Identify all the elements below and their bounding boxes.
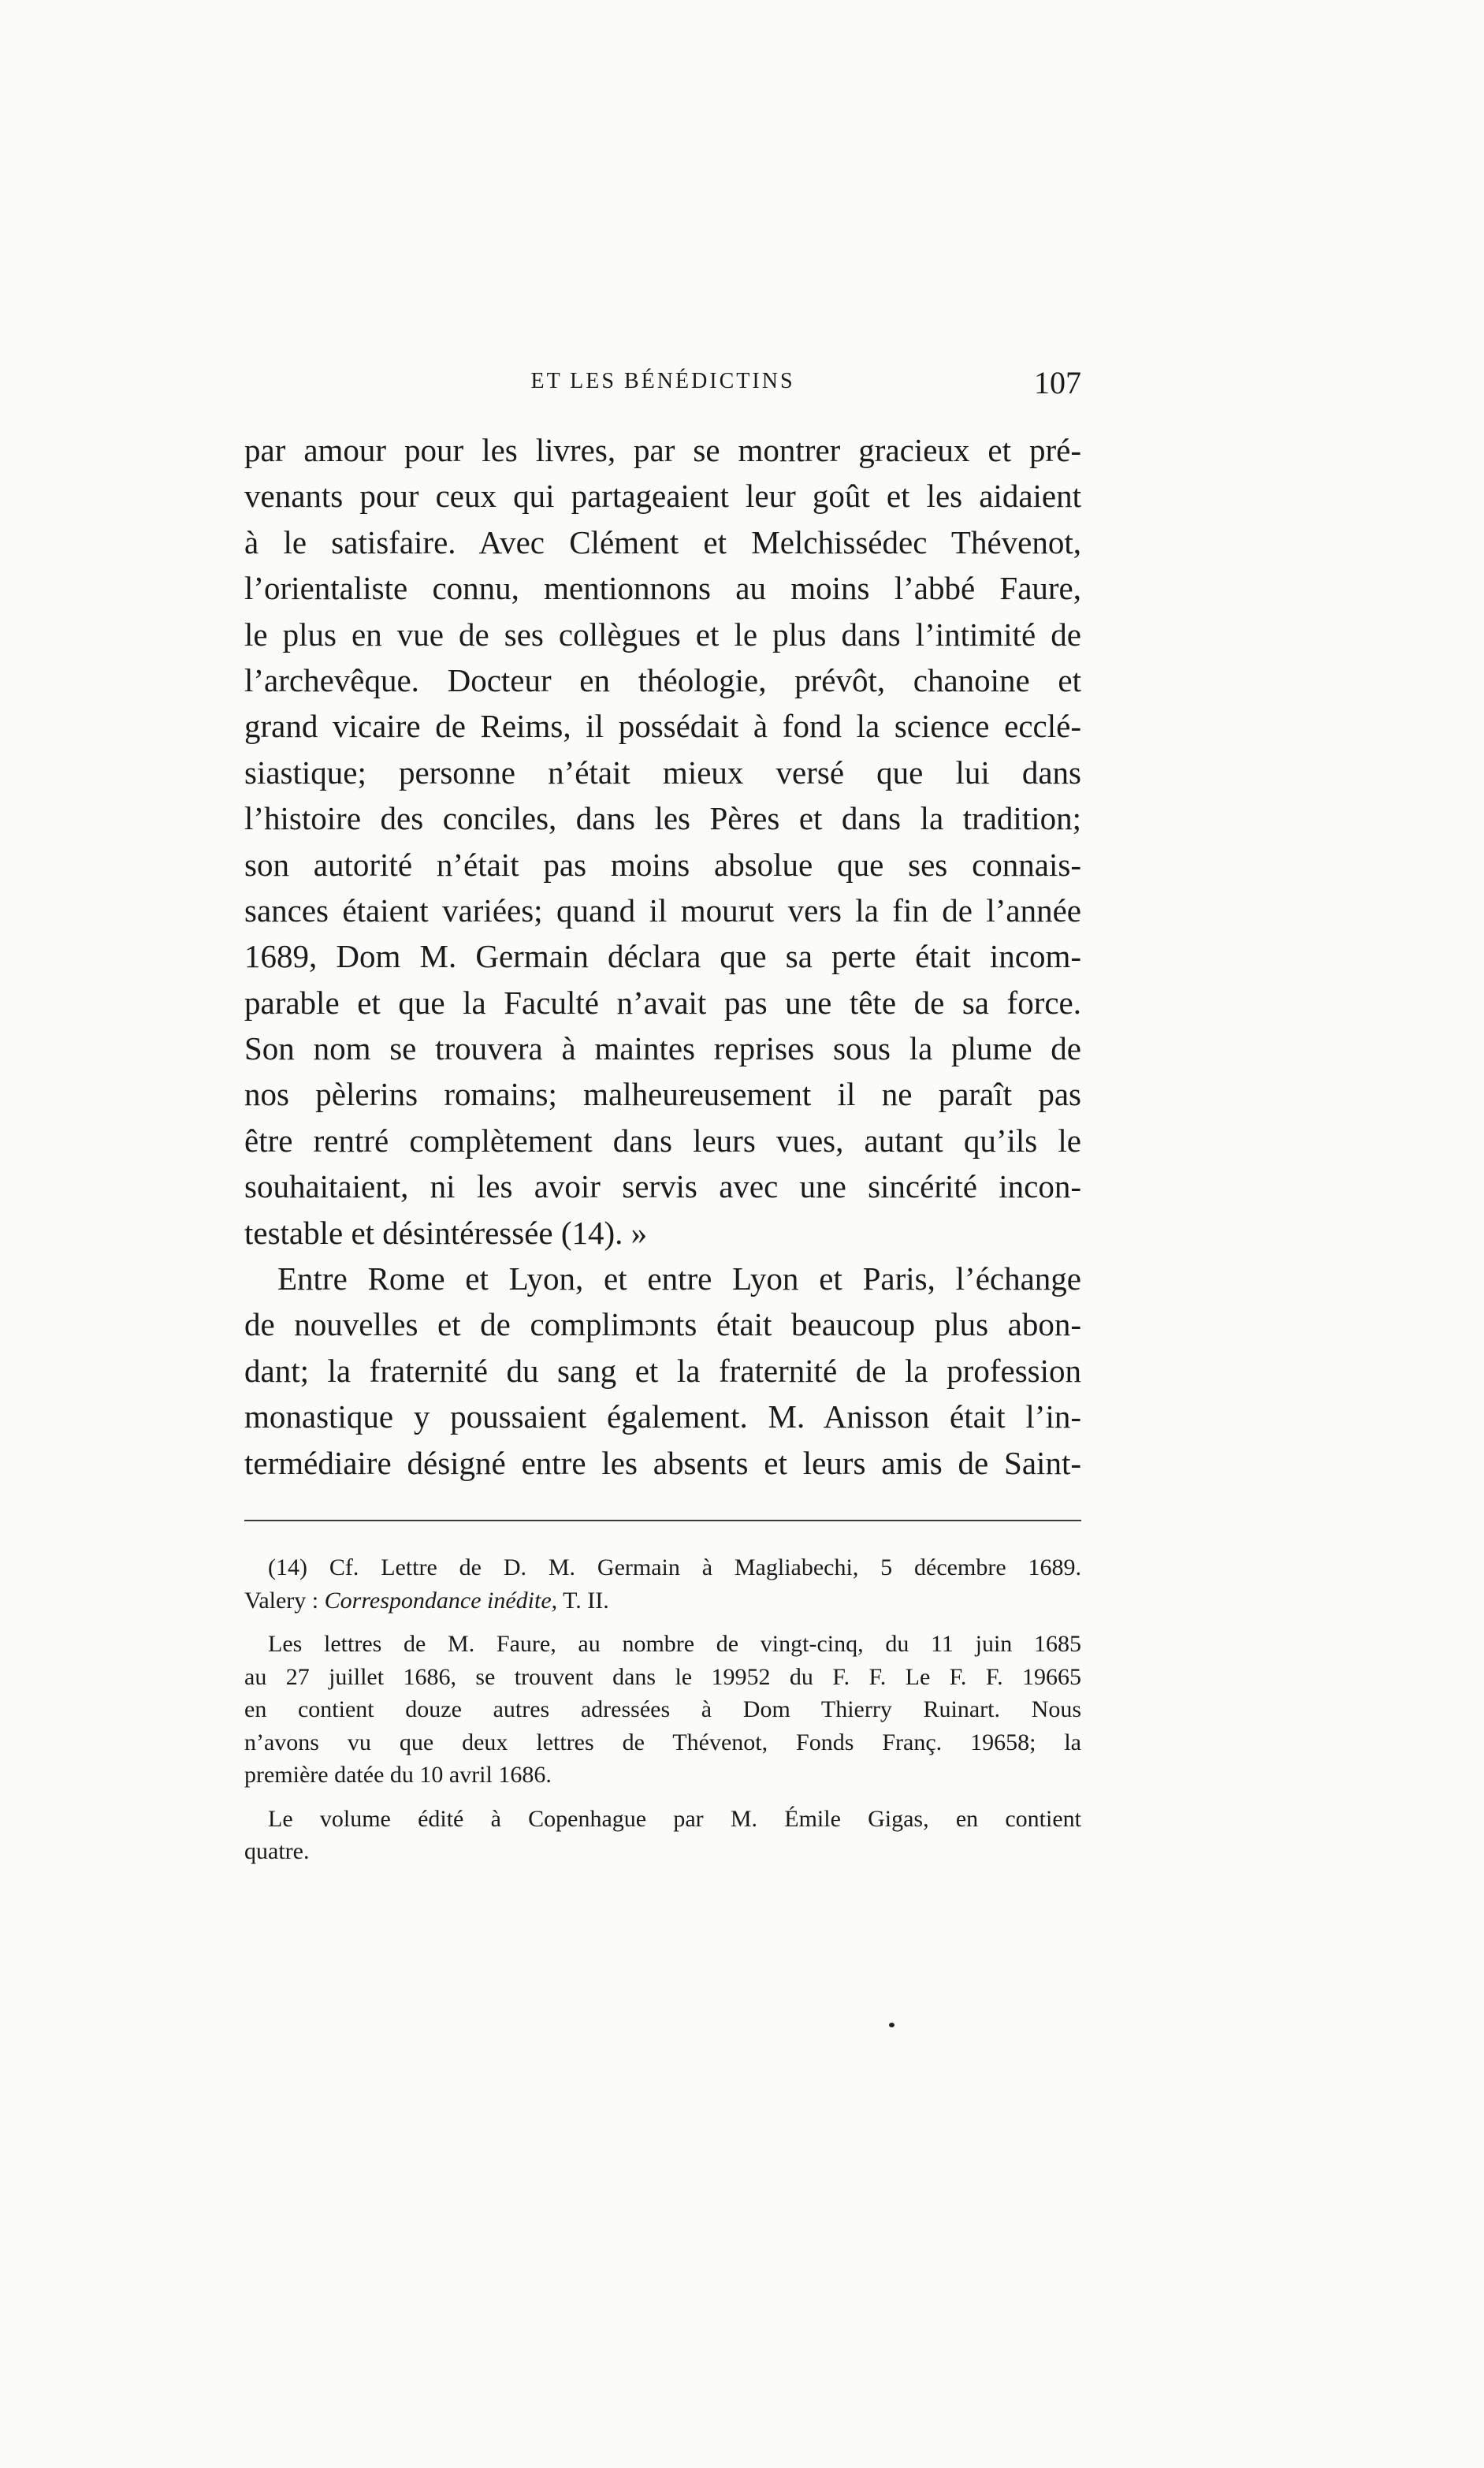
body-line: venants pour ceux qui partageaient leur goût et les aidaient — [244, 478, 1081, 515]
body-line: de nouvelles et de complimɔnts était beaucoup plus abon- — [244, 1306, 1081, 1343]
footnote-14 — [244, 1551, 1081, 1617]
body-line: parable et que la Faculté n’avait pas une tête de sa force. — [244, 984, 1081, 1021]
running-title: ET LES BÉNÉDICTINS — [530, 369, 795, 393]
body-text — [244, 427, 1081, 1486]
ink-speck — [889, 2023, 894, 2027]
footnote-line: quatre. — [244, 1838, 310, 1864]
body-line: grand vicaire de Reims, il possédait à fond la science ecclé- — [244, 708, 1081, 745]
footnote-line: n’avons vu que deux lettres de Thévenot, Fonds Franç. 19658; la — [244, 1729, 1081, 1755]
body-line: l’archevêque. Docteur en théologie, prévôt, chanoine et — [244, 661, 1081, 698]
book-page — [244, 0, 1081, 2468]
body-line: 1689, Dom M. Germain déclara que sa perte était incom- — [244, 938, 1081, 975]
body-line: le plus en vue de ses collègues et le plus dans l’intimité de — [244, 616, 1081, 653]
footnote-rule — [244, 1520, 1081, 1521]
page-number: 107 — [1034, 365, 1081, 400]
body-line: l’orientaliste connu, mentionnons au moins l’abbé Faure, — [244, 570, 1081, 607]
footnote-italic-title: Correspondance inédite — [324, 1587, 552, 1614]
footnote-paragraph — [244, 1628, 1081, 1792]
footnote-line: Les lettres de M. Faure, au nombre de vingt-cinq, du 11 juin 1685 — [268, 1631, 1081, 1657]
body-line: souhaitaient, ni les avoir servis avec une sincérité incon- — [244, 1168, 1081, 1205]
footnote-line: au 27 juillet 1686, se trouvent dans le 19952 du F. F. Le F. F. 19665 — [244, 1663, 1081, 1690]
footnote-paragraph — [244, 1803, 1081, 1868]
body-line: siastique; personne n’était mieux versé que lui dans — [244, 754, 1081, 791]
body-line: l’histoire des conciles, dans les Pères et dans la tradition; — [244, 800, 1081, 837]
body-line: par amour pour les livres, par se montrer gracieux et pré- — [244, 432, 1081, 468]
body-line: Son nom se trouvera à maintes reprises sous la plume de — [244, 1030, 1081, 1067]
footnote-line — [244, 1584, 1081, 1617]
body-line: monastique y poussaient également. M. Anisson était l’in- — [244, 1398, 1081, 1435]
body-line: nos pèlerins romains; malheureusement il ne paraît pas — [244, 1076, 1081, 1113]
footnote-text: Valery : — [244, 1587, 325, 1614]
body-line: son autorité n’était pas moins absolue que ses connais- — [244, 846, 1081, 883]
body-line: dant; la fraternité du sang et la fraternité de la profession — [244, 1352, 1081, 1389]
footnotes — [244, 1551, 1081, 1879]
footnote-line: (14) Cf. Lettre de D. M. Germain à Magliabechi, 5 décembre 1689. — [268, 1554, 1081, 1580]
footnote-line: première datée du 10 avril 1686. — [244, 1762, 552, 1788]
body-line: Entre Rome et Lyon, et entre Lyon et Paris, l’échange — [277, 1260, 1081, 1297]
footnote-line: Le volume édité à Copenhague par M. Émile Gigas, en contient — [268, 1805, 1081, 1832]
body-line: testable et désintéressée (14). » — [244, 1214, 648, 1251]
body-line: être rentré complètement dans leurs vues, autant qu’ils le — [244, 1122, 1081, 1159]
body-line: sances étaient variées; quand il mourut vers la fin de l’année — [244, 892, 1081, 929]
footnote-line: en contient douze autres adressées à Dom Thierry Ruinart. Nous — [244, 1696, 1081, 1722]
body-line: à le satisfaire. Avec Clément et Melchissédec Thévenot, — [244, 523, 1081, 560]
running-head — [244, 364, 1081, 404]
footnote-text: , T. II. — [551, 1587, 609, 1614]
body-line: termédiaire désigné entre les absents et leurs amis de Saint- — [244, 1444, 1081, 1481]
